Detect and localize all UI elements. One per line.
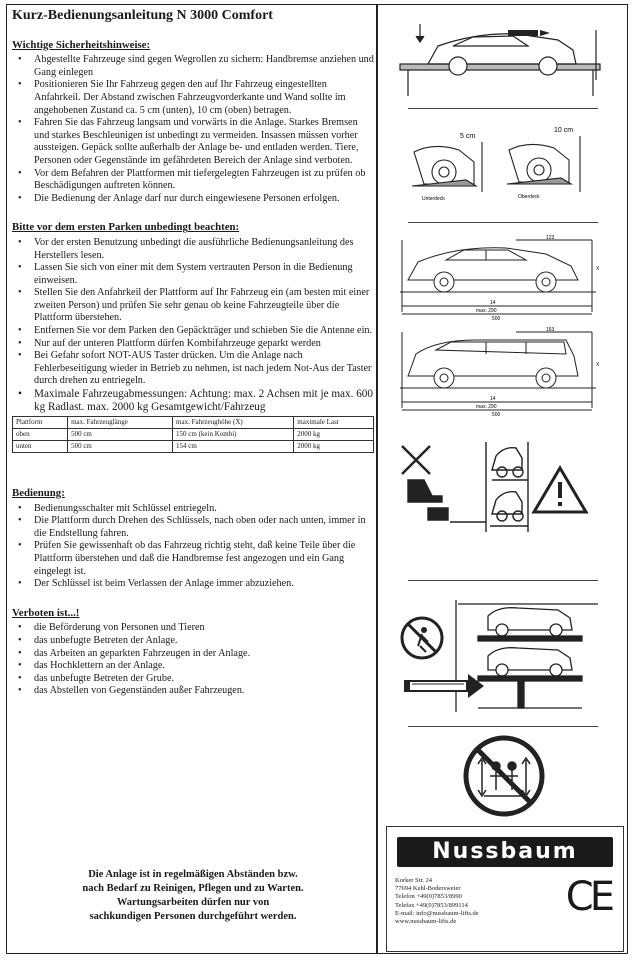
list-item: • die Beförderung von Personen und Tieren [34,622,374,635]
address-line: Telefax +49(0)7853/899114 [395,901,468,909]
list-item: • Positionieren Sie Ihr Fahrzeug gegen den auf Ihr Fahrzeug eingestellten Anfahrkeil. Der Abstand zwischen Fahrzeugvorderkante und Wand sollte im angehobenen Zustand ca. 5 cm (unten), 10 cm (oben) betragen. [34,79,374,117]
no-entry-platform-figure [398,596,603,716]
list-item: • Die Plattform durch Drehen des Schlüssels, nach oben oder nach unten, immer in die Endstellung fahren. [34,515,374,540]
dim-label: 500 [492,316,501,320]
sedan-dimensions-figure [396,232,606,320]
table-row [13,441,374,453]
list-item: • das Abstellen von Gegenständen außer Fahrzeugen. [34,685,374,698]
dimensions-table [12,416,374,453]
dim-label: 14 [490,396,496,402]
wedge-label-upper: Oberdeck [518,194,540,200]
figure-separator [408,580,598,581]
car-on-platform-figure [398,20,603,100]
dim-label: max. 290 [476,404,497,410]
table-cell: 500 cm [68,441,173,453]
list-item: • Entfernen Sie vor dem Parken den Gepäckträger und schieben Sie die Antenne ein. [34,325,374,338]
dim-label: 500 [492,412,501,416]
dim-label: 123 [546,235,555,241]
bullet-list [12,503,374,591]
list-item: • Bedienungsschalter mit Schlüssel entriegeln. [34,503,374,516]
maintenance-notice [12,868,374,924]
address-line: 77694 Kehl-Bodersweier [395,885,461,893]
list-item: • Lassen Sie sich von einer mit dem System vertrauten Person in die Bedienung einweisen. [34,262,374,287]
table-cell: 2000 kg [294,429,374,441]
figure-separator [408,108,598,109]
list-item: • das Arbeiten an geparkten Fahrzeugen in der Anlage. [34,648,374,661]
address-line: Telefon +49(0)7853/8990 [395,893,462,901]
notice-line: nach Bedarf zu Reinigen, Pflegen und zu Warten. [82,883,304,894]
list-item: • das unbefugte Betreten der Anlage. [34,635,374,648]
table-header: max. Fahrzeuglänge [68,417,173,429]
table-row [13,429,374,441]
address-line: www.nussbaum-lifts.de [395,918,457,926]
dim-label: 163 [546,327,555,333]
table-cell: 2000 kg [294,441,374,453]
company-logo: Nussbaum [397,837,613,867]
bullet-list [12,622,374,698]
list-item: • das Hochklettern an der Anlage. [34,660,374,673]
list-item: • Nur auf der unteren Plattform dürfen Kombifahrzeuge geparkt werden [34,338,374,351]
table-cell: unten [13,441,68,453]
table-header: max. Fahrzeughöhe (X) [173,417,294,429]
wedge-label-lower: Unterdeck [422,196,445,202]
section-heading: Verboten ist...! [12,606,80,619]
table-header: Plattform [13,417,68,429]
table-header-row [13,417,374,429]
list-item: • Maximale Fahrzeugabmessungen: Achtung: max. 2 Achsen mit je max. 600 kg Radlast. max. 2000 kg Gesamtgewicht/Fahrzeug [34,388,374,414]
notice-line: Wartungsarbeiten dürfen nur von [116,897,270,908]
table-cell: 150 cm (kein Kombi) [173,429,294,441]
list-item: • Abgestellte Fahrzeuge sind gegen Wegrollen zu sichern: Handbremse anziehen und Gang einlegen [34,54,374,79]
no-persons-transport-figure [460,732,548,820]
list-item: • Der Schlüssel ist beim Verlassen der Anlage immer abzuziehen. [34,578,374,591]
instructions-column [12,8,374,714]
dim-label: max. 290 [476,308,497,314]
bullet-list [12,54,374,205]
section-operation [12,487,374,591]
wedge-position-figure [404,122,604,212]
dim-label: 14 [490,300,496,306]
figures-column [378,4,628,954]
list-item: • Stellen Sie den Anfahrkeil der Plattform auf Ihr Fahrzeug ein (am besten mit einer zweiten Person) und prüfen Sie sehr genau ob keine Fahrzeugteile über die Plattform überstehen. [34,287,374,325]
list-item: • Die Bedienung der Anlage darf nur durch eingewiesene Personen erfolgen. [34,193,374,206]
figure-separator [408,222,598,223]
company-address [395,877,479,926]
notice-line: Die Anlage ist in regelmäßigen Abständen bzw. [88,869,298,880]
list-item: • das unbefugte Betreten der Grube. [34,673,374,686]
section-heading: Wichtige Sicherheitshinweise: [12,38,151,51]
company-box [386,826,624,952]
section-heading: Bitte vor dem ersten Parken unbedingt beachten: [12,221,240,234]
ce-mark: CE [565,874,611,920]
list-item: • Bei Gefahr sofort NOT-AUS Taster drücken. Um die Anlage nach Fehlerbeseitigung wieder in Betrieb zu nehmen, ist nach jedem Not-Aus der Taster durch drehen zu entriegeln. [34,350,374,388]
section-forbidden [12,607,374,698]
estate-dimensions-figure [396,326,606,416]
section-heading: Bedienung: [12,487,65,500]
page-title: Kurz-Bedienungsanleitung N 3000 Comfort [12,8,273,23]
table-cell: oben [13,429,68,441]
dim-label: X [596,266,600,272]
address-line: E-mail: info@nussbaum-lifts.de [395,909,479,917]
wedge-label-upper-dist: 10 cm [554,127,574,134]
figure-separator [408,726,598,727]
section-first-parking [12,221,374,453]
address-line: Korker Str. 24 [395,877,433,884]
section-safety [12,39,374,206]
table-cell: 154 cm [173,441,294,453]
bullet-list [12,237,374,414]
list-item: • Prüfen Sie gewissenhaft ob das Fahrzeug richtig steht, daß keine Teile über die Plattform überstehen und daß die Handbremse fest angezogen und ein Gang eingelegt ist. [34,540,374,578]
dim-label: X [596,362,600,368]
table-cell: 500 cm [68,429,173,441]
list-item: • Vor der ersten Benutzung unbedingt die ausführliche Bedienungsanleitung des Herstellers lesen. [34,237,374,262]
warning-pictogram-figure [400,436,600,536]
wedge-label-lower-dist: 5 cm [460,133,476,140]
notice-line: sachkundigen Personen durchgeführt werden. [89,911,297,922]
table-header: maximale Last [294,417,374,429]
list-item: • Vor dem Befahren der Plattformen mit tiefergelegten Fahrzeugen ist zu prüfen ob Beschädigungen auftreten können. [34,168,374,193]
list-item: • Fahren Sie das Fahrzeug langsam und vorwärts in die Anlage. Starkes Bremsen und starkes Beschleunigen ist unbedingt zu vermeiden. Insassen müssen vorher aussteigen. Gepäck sollte außerhalb der Anlage be- und entladen werden. Tiere, Personen oder Gegenstände im gefährdeten Bereich der Anlage sind verboten. [34,117,374,167]
